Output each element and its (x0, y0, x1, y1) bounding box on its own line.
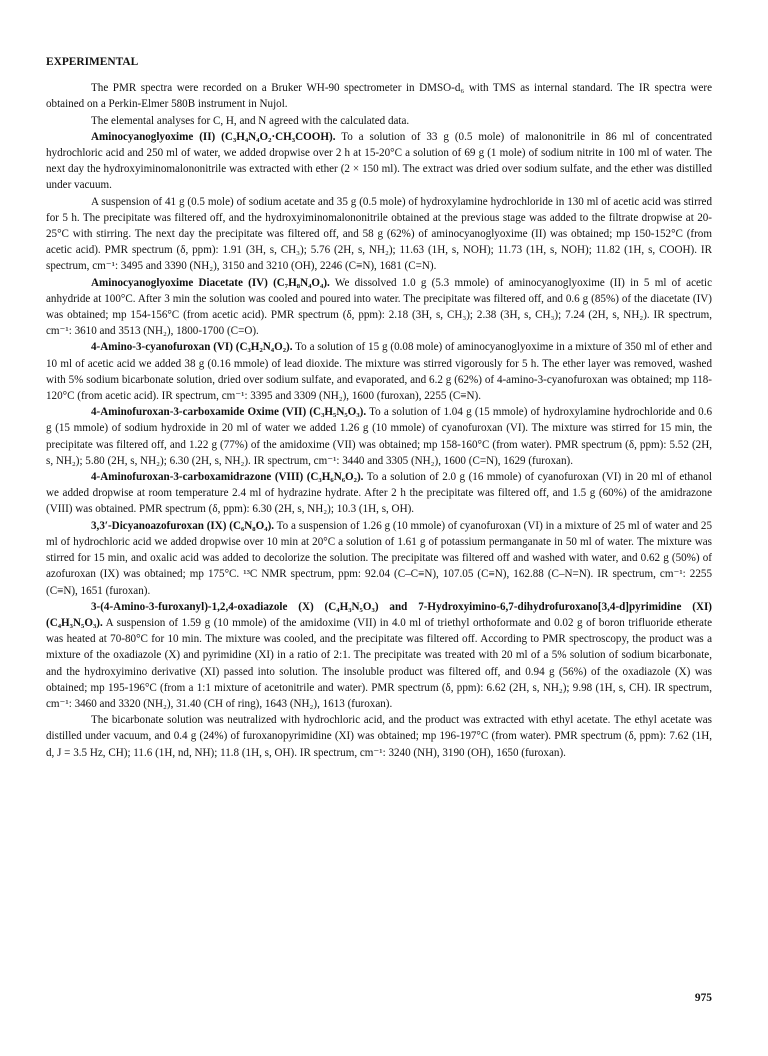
paragraph-amidrazone (46, 469, 712, 518)
paragraph-text: To a solution of 33 g (0.5 mole) of malononitrile in 86 ml of concentrated hydrochloric acid and 250 ml of water, we added dropwise over 2 h at 15-20°C a solution of 69 g (1 mole) of sodium nitrite in 100 ml of water. The next day the hydroxyiminomalononitrile was extracted with ether (2 × 150 ml). The extract was dried over sodium sulfate, and the ether was distilled under vacuum. (46, 130, 713, 192)
compound-title: 4-Amino-3-cyanofuroxan (VI) (C₃H₂N₄O₂). (91, 341, 293, 354)
paragraph-text: To a solution of 1.04 g (15 mmole) of hydroxylamine hydrochloride and 0.6 g (15 mmole) of sodium hydroxide in 20 ml of water we added 1.26 g (10 mmole) of cyanofuroxan (VI). The mixture was stirred for 15 min, the precipitate was filtered off, and 1.22 g (77%) of the amidoxime (VII) was obtained; mp 158-160°C (from water). PMR spectrum (δ, ppm): 5.52 (2H, s, NH₂); 5.80 (2H, s, NH₂); 6.30 (2H, s, NH₂). IR spectrum, cm⁻¹: 3440 and 3305 (NH₂), 1600 (C=N), 1629 (furoxan). (46, 406, 713, 467)
paragraph-aminocyanoglyoxime (46, 129, 712, 194)
paragraph-amidoxime (46, 404, 712, 469)
paragraph-text: We dissolved 1.0 g (5.3 mmole) of aminocyanoglyoxime (II) in 5 ml of acetic anhydride at 100°C. After 3 min the solution was cooled and poured into water. The precipitate was filtered off, and 0.6 g (85%) of the diacetate (IV) was obtained; mp 154-156°C (from acetic acid). PMR spectrum (δ, ppm): 2.18 (3H, s, CH₃); 2.38 (3H, s, CH₃); 7.24 (2H, s, NH₂). IR spectrum, cm⁻¹: 3610 and 3513 (NH₂), 1800-1700 (C=O). (46, 276, 713, 338)
page-number: 975 (694, 992, 712, 1004)
compound-title: 3,3′-Dicyanoazofuroxan (IX) (C₆N₈O₄). (91, 519, 275, 532)
paragraph-text: To a solution of 15 g (0.08 mole) of aminocyanoglyoxime in a mixture of 350 ml of ether and 10 ml of acetic acid we added 38 g (0.16 mmole) of lead dioxide. The mixture was stirred vigorously for 5 h. The ether layer was removed, washed with 5% sodium bicarbonate solution, dried over sodium sulfate, and evaporated, and 6.2 g (62%) of 4-amino-3-cyanofuroxan was obtained; mp 118-120°C (from acetic acid). IR spectrum, cm⁻¹: 3395 and 3309 (NH₂), 1600 (furoxan), 2255 (C≡N). (46, 341, 713, 403)
compound-title: Aminocyanoglyoxime (II) (C₃H₄N₄O₂·CH₃COOH). (91, 130, 336, 143)
paragraph-azofuroxan (46, 518, 712, 599)
section-heading: EXPERIMENTAL (46, 56, 139, 68)
paragraph-text: The PMR spectra were recorded on a Bruker WH-90 spectrometer in DMSO-d₆ with TMS as internal standard. The IR spectra were obtained on a Perkin-Elmer 580B instrument in Nujol. (46, 82, 712, 111)
compound-title: 4-Aminofuroxan-3-carboxamide Oxime (VII) (C₃H₅N₅O₃). (91, 406, 367, 419)
paragraph-instruments (46, 80, 712, 112)
paragraph-elemental-analysis (46, 113, 712, 129)
paragraph-cyanofuroxan (46, 339, 712, 404)
compound-title: 3-(4-Amino-3-furoxanyl)-1,2,4-oxadiazole (X) (C₄H₃N₅O₃) and 7-Hydroxyimino-6,7-dihydrofuroxano[3,4-d]pyrimidine (XI) (C₄H₃N₅O₃). (46, 600, 712, 629)
paragraph-text: The bicarbonate solution was neutralized with hydrochloric acid, and the product was extracted with ethyl acetate. The ethyl acetate was distilled under vacuum, and 0.4 g (24%) of furoxanopyrimidine (XI) was obtained; mp 196-197°C (from water). PMR spectrum (δ, ppm): 7.62 (1H, d, J = 3.5 Hz, CH); 11.6 (1H, nd, NH); 11.8 (1H, s, OH). IR spectrum, cm⁻¹: 3240 (NH), 3190 (OH), 1650 (furoxan). (46, 714, 712, 759)
paragraph-text: To a solution of 2.0 g (16 mmole) of cyanofuroxan (VI) in 20 ml of ethanol we added dropwise at room temperature 2.4 ml of hydrazine hydrate. After 2 h the precipitate was filtered off, and 1.5 g (60%) of the amidrazone (VIII) was obtained. PMR spectrum (δ, ppm): 6.30 (2H, s, NH₂); 10.3 (1H, s, OH). (46, 471, 712, 516)
paragraph-bicarbonate (46, 712, 712, 761)
paragraph-suspension (46, 194, 712, 275)
paragraph-oxadiazole (46, 599, 712, 712)
paragraph-diacetate (46, 275, 712, 340)
paragraph-text: The elemental analyses for C, H, and N agreed with the calculated data. (91, 114, 410, 127)
paragraph-text: A suspension of 41 g (0.5 mole) of sodium acetate and 35 g (0.5 mole) of hydroxylamine hydrochloride in 130 ml of acetic acid was stirred for 5 h. The precipitate was filtered off, and the hydroxyiminomalononitrile obtained at the previous stage was added to the filtrate dropwise at 20-25°C with stirring. The next day the precipitate was filtered off, and 58 g (62%) of aminocyanoglyoxime (II) was obtained; mp 150-152°C (from acetic acid). PMR spectrum (δ, ppm): 1.91 (3H, s, CH₃); 5.76 (2H, s, NH₂); 11.63 (1H, s, NOH); 11.73 (1H, s, NOH); 11.82 (1H, s, COOH). IR spectrum, cm⁻¹: 3495 and 3390 (NH₂), 3150 and 3210 (OH), 2246 (C≡N), 1681 (C=N). (46, 195, 712, 273)
paragraph-text: To a suspension of 1.26 g (10 mmole) of cyanofuroxan (VI) in a mixture of 25 ml of water and 25 ml of hydrochloric acid we added dropwise over 10 min at 20°C a solution of 1.61 g of potassium permanganate in 50 ml of water. The mixture was stirred for 15 min, and oxalic acid was added to decolorize the solution. The precipitate was filtered off and washed with water, and 0.62 g (50%) of azofuroxan (IX) was obtained; mp 175°C. ¹³C NMR spectrum, ppm: 92.04 (C–C≡N), 107.05 (C≡N), 162.88 (C–N=N). IR spectrum, cm⁻¹: 2255 (C≡N), 1651 (furoxan). (46, 519, 712, 597)
compound-title: Aminocyanoglyoxime Diacetate (IV) (C₇H₈N₄O₄). (91, 276, 330, 289)
compound-title: 4-Aminofuroxan-3-carboxamidrazone (VIII) (C₃H₆N₆O₂). (91, 471, 364, 484)
paragraph-text: A suspension of 1.59 g (10 mmole) of the amidoxime (VII) in 4.0 ml of triethyl orthoformate and 0.02 g of boron trifluoride etherate was heated at 70-80°C for 10 min. The mixture was cooled, and the precipitate was filtered off. According to PMR spectroscopy, the product was a mixture of the oxadiazole (X) and pyrimidine (XI) in a ratio of 2:1. The precipitate was treated with 20 ml of a 5% solution of sodium bicarbonate, and the hydroxyimino derivative (XI) passed into solution. The insoluble product was filtered off, and 0.94 g (56%) of the oxadiazole (X) was obtained; mp 195-196°C (from a 1:1 mixture of acetonitrile and water). PMR spectrum (δ, ppm): 6.62 (2H, s, NH₂); 9.98 (1H, s, CH). IR spectrum, cm⁻¹: 3460 and 3320 (NH₂), 31.40 (CH of ring), 1643 (NH₂), 1613 (furoxan). (46, 616, 712, 710)
